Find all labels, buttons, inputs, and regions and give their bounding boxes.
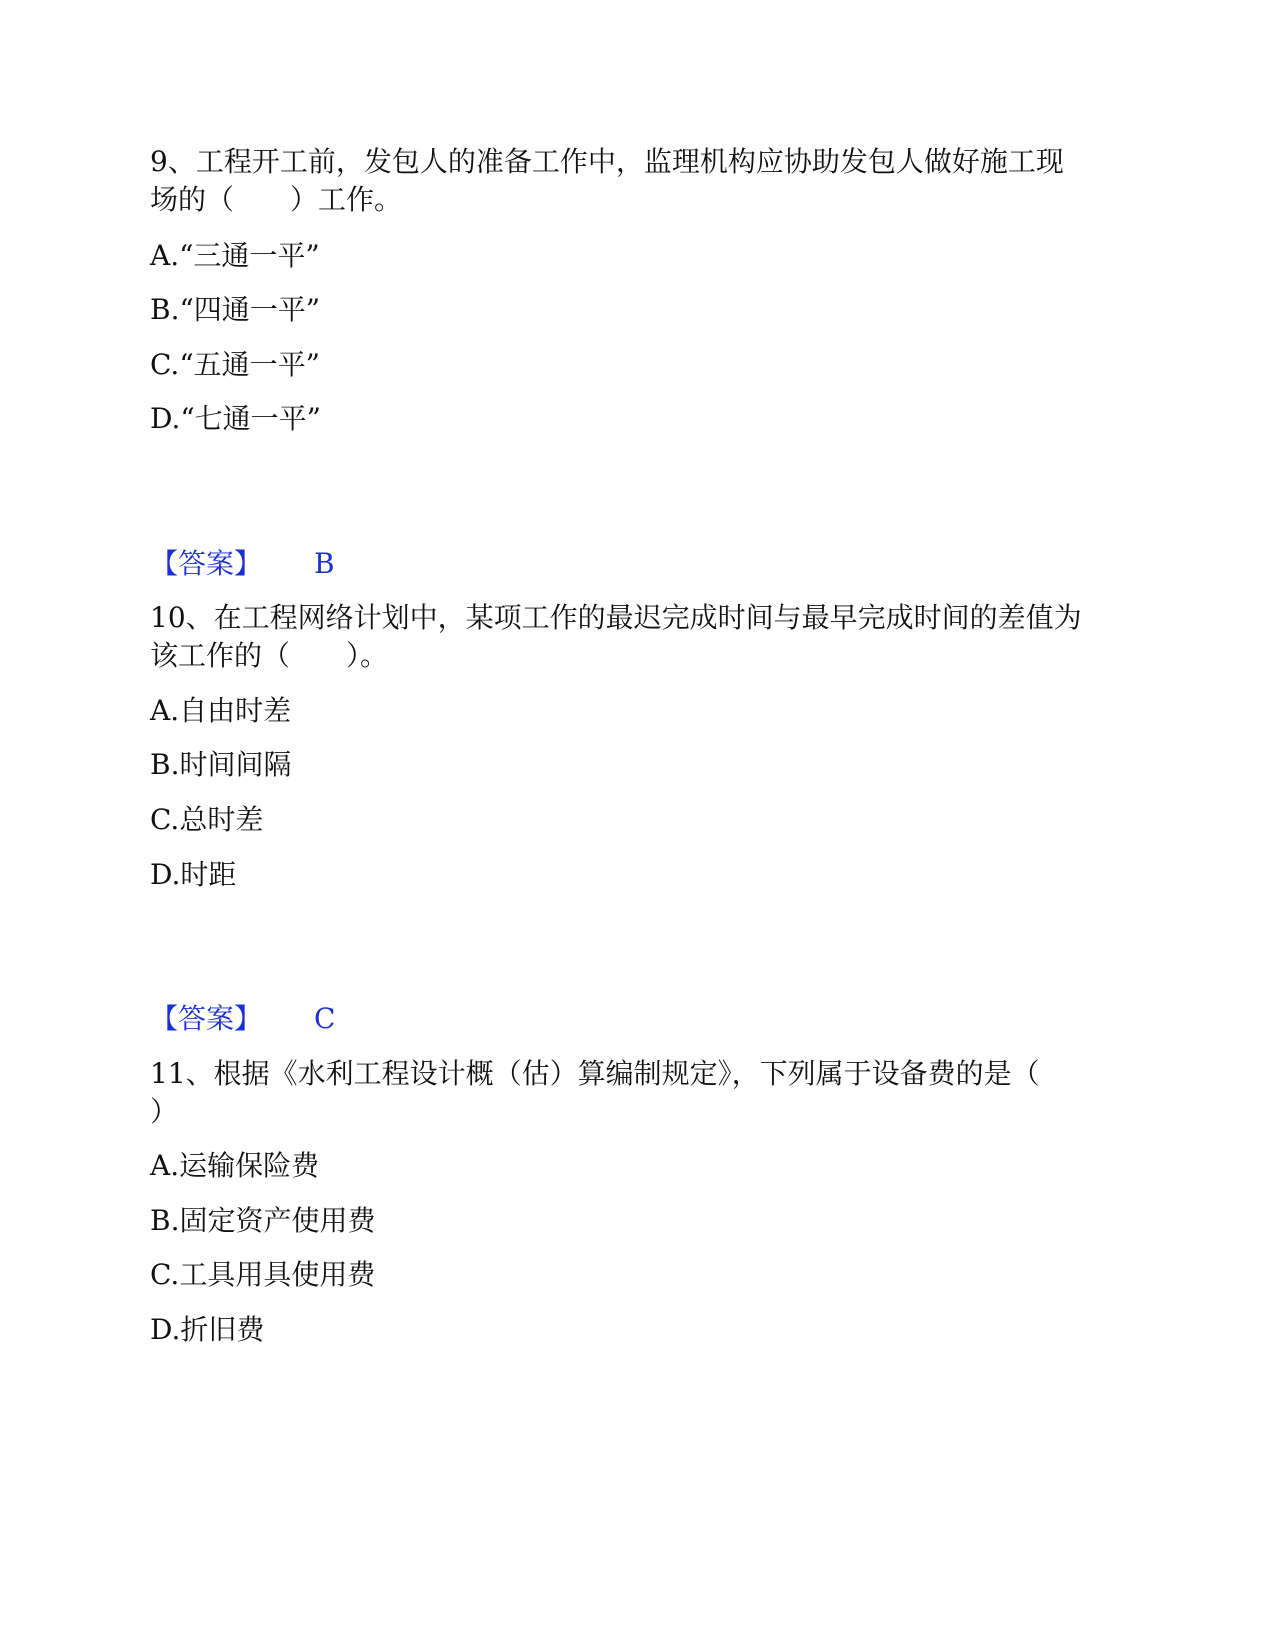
- question-9-option-c: C.“五通一平”: [150, 348, 320, 381]
- question-10-option-a: A.自由时差: [150, 694, 292, 727]
- question-11-stem-line-2: ）: [150, 1095, 179, 1128]
- question-9-option-a: A.“三通一平”: [150, 239, 320, 272]
- answer-label: 【答案】: [150, 1002, 263, 1035]
- question-11-stem-line-1: 11、根据《水利工程设计概（估）算编制规定》，下列属于设备费的是（: [150, 1057, 1040, 1090]
- question-10-stem-line-1: 10、在工程网络计划中，某项工作的最迟完成时间与最早完成时间的差值为: [150, 601, 1082, 634]
- answer-label: 【答案】: [150, 547, 263, 580]
- question-10-option-d: D.时距: [150, 858, 237, 891]
- question-10-option-b: B.时间间隔: [150, 748, 292, 781]
- answer-10: [150, 999, 335, 1039]
- question-11-option-b: B.固定资产使用费: [150, 1204, 376, 1237]
- question-11-option-c: C.工具用具使用费: [150, 1258, 376, 1291]
- question-11-option-a: A.运输保险费: [150, 1149, 320, 1182]
- question-9-stem-line-1: 9、工程开工前，发包人的准备工作中，监理机构应协助发包人做好施工现: [150, 145, 1064, 178]
- question-9-option-b: B.“四通一平”: [150, 293, 321, 326]
- question-9-stem-line-2: 场的（ ）工作。: [150, 183, 403, 216]
- answer-value: B: [314, 547, 335, 580]
- question-10-stem-line-2: 该工作的（ ）。: [150, 639, 389, 672]
- answer-value: C: [314, 1002, 336, 1035]
- question-9-option-d: D.“七通一平”: [150, 402, 321, 435]
- answer-9: [150, 544, 335, 584]
- question-11-option-d: D.折旧费: [150, 1313, 265, 1346]
- question-10-option-c: C.总时差: [150, 803, 264, 836]
